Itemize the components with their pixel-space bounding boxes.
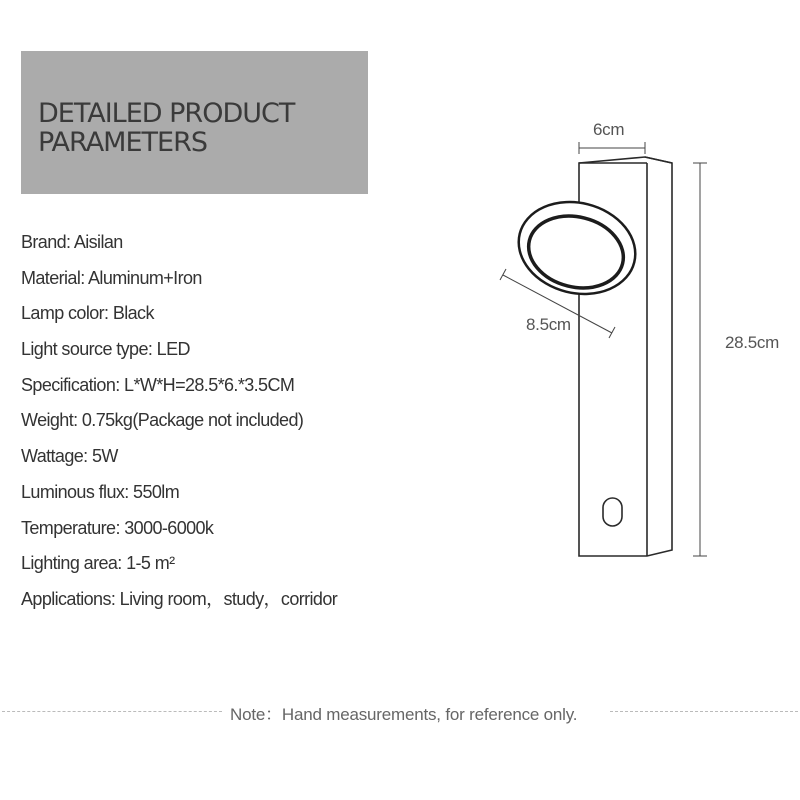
right-dashed-divider [610, 711, 798, 712]
spec-temperature: Temperature: 3000-6000k [21, 517, 214, 538]
spec-light-source: Light source type: LED [21, 339, 190, 360]
left-dashed-divider [2, 711, 222, 712]
spec-wattage: Wattage: 5W [21, 446, 118, 467]
height-dimension-line [693, 163, 707, 556]
spec-lamp-color: Lamp color: Black [21, 303, 154, 324]
title-line-1: DETAILED PRODUCT [38, 98, 295, 129]
diameter-label: 8.5cm [526, 315, 571, 334]
spec-lighting-area: Lighting area: 1-5 m² [21, 553, 175, 574]
spec-brand: Brand: Aisilan [21, 232, 123, 252]
note-text: Note：Hand measurements, for reference only. [230, 705, 578, 724]
switch-icon [603, 498, 622, 526]
spec-material: Material: Aluminum+Iron [21, 267, 202, 288]
spec-applications: Applications: Living room，study，corridor [21, 588, 338, 609]
width-label: 6cm [593, 120, 625, 139]
spec-specification: Specification: L*W*H=28.5*6.*3.5CM [21, 374, 295, 395]
width-dimension-line [579, 142, 645, 154]
spec-weight: Weight: 0.75kg(Package not included) [21, 410, 304, 431]
title-line-2: PARAMETERS [38, 127, 207, 158]
spec-luminous-flux: Luminous flux: 550lm [21, 481, 180, 502]
note-row [0, 700, 800, 722]
height-label: 28.5cm [725, 333, 779, 352]
